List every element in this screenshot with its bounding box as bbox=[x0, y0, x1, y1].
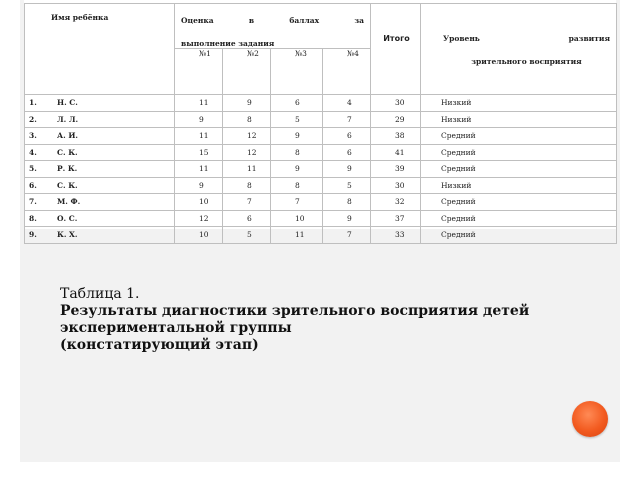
cell-task-1: 11 bbox=[175, 95, 223, 112]
child-initials: М. Ф. bbox=[57, 197, 81, 206]
cell-task-3: 9 bbox=[271, 128, 323, 145]
cell-task-3: 10 bbox=[271, 210, 323, 227]
cell-child-name bbox=[25, 95, 175, 112]
header-score-word: за bbox=[354, 16, 364, 25]
results-table bbox=[24, 3, 617, 244]
child-initials: С. К. bbox=[57, 147, 78, 157]
cell-total: 30 bbox=[371, 177, 421, 194]
cell-task-2: 6 bbox=[223, 210, 271, 227]
cell-level: Низкий bbox=[421, 111, 617, 128]
cell-level: Средний bbox=[421, 144, 617, 161]
cell-child-name bbox=[25, 161, 175, 178]
cell-task-2: 8 bbox=[223, 111, 271, 128]
cell-task-2: 12 bbox=[223, 128, 271, 145]
cell-child-name bbox=[25, 177, 175, 194]
table-row bbox=[25, 111, 617, 128]
row-index: 9. bbox=[29, 230, 37, 239]
table-row bbox=[25, 144, 617, 161]
cell-task-2: 7 bbox=[223, 194, 271, 211]
child-initials: К. Х. bbox=[57, 230, 78, 239]
cell-task-4: 5 bbox=[323, 177, 371, 194]
header-task-1: №1 bbox=[175, 49, 223, 95]
cell-total: 30 bbox=[371, 95, 421, 112]
cell-task-4: 4 bbox=[323, 95, 371, 112]
row-index: 1. bbox=[29, 98, 37, 107]
cell-task-4: 9 bbox=[323, 210, 371, 227]
cell-task-1: 15 bbox=[175, 144, 223, 161]
cell-task-4: 6 bbox=[323, 128, 371, 145]
table-row bbox=[25, 210, 617, 227]
header-task-4: №4 bbox=[323, 49, 371, 95]
cell-child-name bbox=[25, 111, 175, 128]
cell-task-3: 9 bbox=[271, 161, 323, 178]
table-row bbox=[25, 194, 617, 211]
cell-level: Средний bbox=[421, 161, 617, 178]
cell-task-2: 5 bbox=[223, 227, 271, 244]
child-initials: С. К. bbox=[57, 180, 78, 190]
cell-child-name bbox=[25, 144, 175, 161]
cell-level: Низкий bbox=[421, 95, 617, 112]
cell-task-2: 11 bbox=[223, 161, 271, 178]
cell-task-3: 8 bbox=[271, 144, 323, 161]
cell-level: Средний bbox=[421, 128, 617, 145]
header-score-line2: выполнение задания bbox=[181, 39, 275, 48]
header-score-word: в bbox=[248, 16, 255, 25]
child-initials: Р. К. bbox=[57, 164, 78, 173]
row-index: 2. bbox=[29, 114, 37, 124]
cell-task-2: 8 bbox=[223, 177, 271, 194]
cell-task-1: 12 bbox=[175, 210, 223, 227]
child-initials: А. И. bbox=[57, 131, 79, 140]
row-index: 7. bbox=[29, 197, 37, 206]
cell-task-1: 9 bbox=[175, 177, 223, 194]
table-body bbox=[25, 95, 617, 244]
caption-label: Таблица 1. bbox=[60, 286, 140, 302]
cell-total: 38 bbox=[371, 128, 421, 145]
cell-task-4: 9 bbox=[323, 161, 371, 178]
child-initials: Н. С. bbox=[57, 98, 78, 107]
orange-orb-icon bbox=[572, 401, 608, 437]
caption-title-line1: Результаты диагностики зрительного восприятия детей bbox=[60, 303, 530, 319]
table-row bbox=[25, 161, 617, 178]
cell-task-1: 10 bbox=[175, 194, 223, 211]
cell-task-1: 10 bbox=[175, 227, 223, 244]
child-initials: Л. Л. bbox=[57, 114, 79, 124]
header-level-line2: зрительного восприятия bbox=[471, 57, 582, 66]
cell-task-4: 6 bbox=[323, 144, 371, 161]
row-index: 4. bbox=[29, 147, 37, 157]
cell-total: 32 bbox=[371, 194, 421, 211]
cell-task-3: 11 bbox=[271, 227, 323, 244]
cell-task-2: 9 bbox=[223, 95, 271, 112]
header-level-word: развития bbox=[568, 34, 610, 43]
cell-task-4: 7 bbox=[323, 111, 371, 128]
cell-task-3: 8 bbox=[271, 177, 323, 194]
table-row bbox=[25, 95, 617, 112]
cell-task-4: 7 bbox=[323, 227, 371, 244]
table-row bbox=[25, 128, 617, 145]
cell-total: 41 bbox=[371, 144, 421, 161]
cell-task-1: 9 bbox=[175, 111, 223, 128]
header-task-2: №2 bbox=[223, 49, 271, 95]
cell-total: 29 bbox=[371, 111, 421, 128]
header-level bbox=[421, 4, 617, 95]
table-row bbox=[25, 177, 617, 194]
row-index: 8. bbox=[29, 213, 37, 223]
header-level-word: Уровень bbox=[443, 34, 480, 43]
cell-task-3: 5 bbox=[271, 111, 323, 128]
header-total: Итого bbox=[371, 4, 421, 95]
header-child-name: Имя ребёнка bbox=[25, 4, 175, 95]
row-index: 6. bbox=[29, 180, 37, 190]
cell-total: 33 bbox=[371, 227, 421, 244]
cell-level: Средний bbox=[421, 210, 617, 227]
row-index: 3. bbox=[29, 131, 37, 140]
header-task-3: №3 bbox=[271, 49, 323, 95]
cell-level: Средний bbox=[421, 227, 617, 244]
cell-total: 39 bbox=[371, 161, 421, 178]
table-caption bbox=[60, 286, 600, 354]
cell-task-3: 6 bbox=[271, 95, 323, 112]
cell-task-1: 11 bbox=[175, 161, 223, 178]
cell-total: 37 bbox=[371, 210, 421, 227]
caption-title-line3: (констатирующий этап) bbox=[60, 337, 259, 353]
cell-task-4: 8 bbox=[323, 194, 371, 211]
header-score-word: баллах bbox=[289, 16, 320, 25]
cell-child-name bbox=[25, 227, 175, 244]
cell-child-name bbox=[25, 194, 175, 211]
cell-task-2: 12 bbox=[223, 144, 271, 161]
cell-level: Низкий bbox=[421, 177, 617, 194]
header-score bbox=[175, 4, 371, 49]
cell-child-name bbox=[25, 128, 175, 145]
cell-child-name bbox=[25, 210, 175, 227]
table-row bbox=[25, 227, 617, 244]
cell-task-1: 11 bbox=[175, 128, 223, 145]
cell-task-3: 7 bbox=[271, 194, 323, 211]
child-initials: О. С. bbox=[57, 213, 78, 223]
row-index: 5. bbox=[29, 164, 37, 173]
header-score-word: Оценка bbox=[181, 16, 214, 25]
cell-level: Средний bbox=[421, 194, 617, 211]
caption-title-line2: экспериментальной группы bbox=[60, 320, 292, 336]
